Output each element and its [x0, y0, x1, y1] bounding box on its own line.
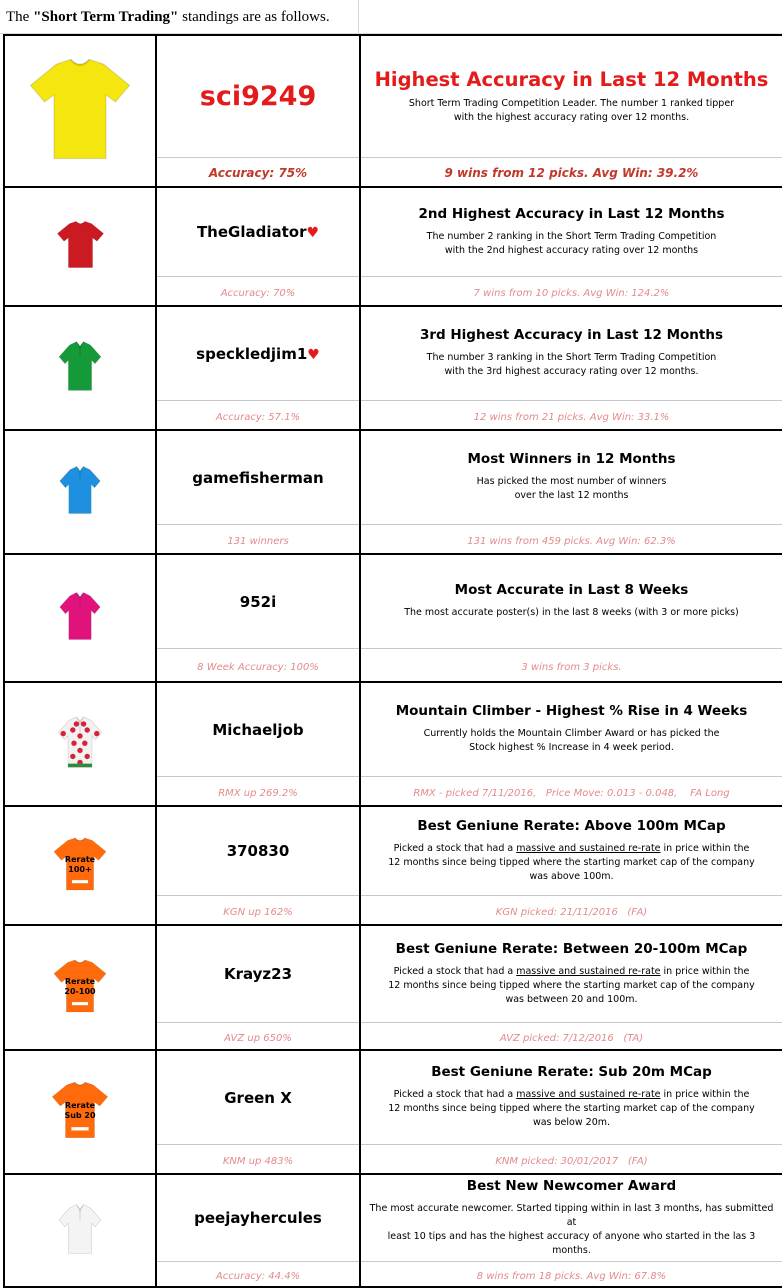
stat-cell: [156, 648, 360, 682]
intro-prefix: The: [6, 9, 34, 25]
standing-row: [4, 306, 782, 400]
member-name-cell: [156, 1174, 360, 1261]
shirt-label: 100+: [68, 864, 92, 874]
stat-text: Accuracy: 44.4%: [215, 1271, 301, 1283]
award-description: The number 3 ranking in the Short Term Trading Competition with the 3rd highest accuracy rating over 12 months.: [426, 352, 717, 378]
member-name-cell: [156, 430, 360, 524]
detail-text: 9 wins from 12 picks. Avg Win: 39.2%: [444, 166, 699, 181]
standings-table: [3, 34, 782, 1288]
member-name[interactable]: 952i: [239, 592, 277, 611]
award-cell: [360, 682, 782, 776]
detail-text: KGN picked: 21/11/2016 (FA): [495, 907, 648, 919]
standing-row: [4, 806, 782, 895]
stat-cell: [156, 895, 360, 925]
detail-text: RMX - picked 7/11/2016, Price Move: 0.013 - 0.048, FA Long: [413, 788, 730, 800]
member-name[interactable]: speckledjim1: [196, 344, 308, 363]
award-cell: [360, 1050, 782, 1144]
detail-text: 3 wins from 3 picks.: [521, 662, 622, 674]
member-name-cell: [156, 1050, 360, 1144]
stat-cell: [156, 776, 360, 806]
shirt-cell: [4, 554, 156, 682]
stat-cell: [156, 1144, 360, 1174]
award-description: Currently holds the Mountain Climber Award or has picked the Stock highest % Increase in 4 week period.: [423, 728, 720, 754]
standing-row: [4, 430, 782, 524]
award-title: Best Geniune Rerate: Above 100m MCap: [417, 817, 726, 834]
shirt-label: Rerate: [64, 976, 96, 986]
stat-text: Accuracy: 57.1%: [215, 412, 301, 424]
stat-text: Accuracy: 75%: [208, 166, 308, 181]
standing-row: [4, 925, 782, 1022]
shirt-label: 20-100: [64, 986, 96, 996]
award-description: Has picked the most number of winners over the last 12 months: [476, 476, 667, 502]
award-description: The number 2 ranking in the Short Term Trading Competition with the 2nd highest accuracy rating over 12 months: [426, 230, 717, 256]
stat-cell: [156, 400, 360, 430]
member-name[interactable]: peejayhercules: [194, 1209, 322, 1228]
detail-text: 8 wins from 18 picks. Avg Win: 67.8%: [476, 1271, 667, 1283]
award-description-text: in price within the 12 months since being tipped where the starting market cap of the company was above 100m.: [388, 842, 755, 882]
detail-cell: [360, 400, 782, 430]
shirt-cell: [4, 1050, 156, 1174]
award-title: Best Geniune Rerate: Between 20-100m MCap: [395, 940, 748, 957]
pink-polo-icon: [52, 588, 108, 644]
shirt-label: Rerate: [64, 854, 96, 864]
member-name[interactable]: 370830: [226, 842, 290, 861]
member-name-cell: [156, 554, 360, 648]
award-description-text: Picked a stock that had a: [393, 842, 517, 854]
detail-cell: [360, 1144, 782, 1174]
member-name[interactable]: sci9249: [199, 80, 317, 112]
award-description-text: in price within the 12 months since being tipped where the starting market cap of the company was below 20m.: [388, 1089, 755, 1129]
award-description-emphasis: massive and sustained re-rate: [516, 842, 661, 854]
award-description: [361, 1088, 782, 1130]
grid-line: [358, 0, 359, 34]
award-description: [361, 842, 782, 884]
award-cell: [360, 187, 782, 276]
award-description: [361, 965, 782, 1007]
member-name-cell: [156, 187, 360, 276]
detail-text: 131 wins from 459 picks. Avg Win: 62.3%: [467, 536, 676, 548]
detail-cell: [360, 276, 782, 306]
shirt-cell: [4, 35, 156, 187]
stat-cell: [156, 1022, 360, 1050]
detail-cell: [360, 1261, 782, 1287]
award-description-emphasis: massive and sustained re-rate: [516, 1089, 661, 1101]
stat-cell: [156, 276, 360, 306]
shirt-cell: [4, 187, 156, 306]
polka-dot-jersey-icon: [50, 712, 110, 772]
stat-cell: [156, 524, 360, 554]
detail-cell: [360, 524, 782, 554]
shirt-cell: [4, 430, 156, 554]
member-name-cell: [156, 682, 360, 776]
intro-bold: "Short Term Trading": [33, 9, 179, 25]
intro-line: [0, 0, 782, 34]
intro-text: [6, 9, 330, 26]
stat-cell: [156, 1261, 360, 1287]
standing-row: [4, 187, 782, 276]
award-description-text: Picked a stock that had a: [393, 1089, 517, 1101]
award-title: Most Winners in 12 Months: [467, 451, 676, 468]
award-title: Highest Accuracy in Last 12 Months: [374, 67, 769, 91]
award-title: Most Accurate in Last 8 Weeks: [454, 582, 689, 599]
detail-text: KNM picked: 30/01/2017 (FA): [495, 1156, 648, 1168]
member-name-cell: [156, 806, 360, 895]
shirt-label: Sub 20: [64, 1110, 96, 1120]
detail-cell: [360, 1022, 782, 1050]
detail-cell: [360, 776, 782, 806]
shirt-cell: [4, 1174, 156, 1287]
award-cell: [360, 35, 782, 157]
award-title: Best New Newcomer Award: [466, 1177, 677, 1194]
award-description: The most accurate newcomer. Started tipping within in last 3 months, has submitted at least 10 tips and has the highest accuracy of anyone who started in the las 3 months.: [369, 1202, 774, 1256]
award-cell: [360, 1174, 782, 1261]
heart-icon: ♥: [307, 346, 320, 363]
award-cell: [360, 430, 782, 524]
red-tshirt-icon: [53, 217, 108, 272]
stat-text: Accuracy: 70%: [220, 288, 296, 300]
award-title: Best Geniune Rerate: Sub 20m MCap: [431, 1064, 712, 1081]
standing-row: [4, 35, 782, 157]
orange-rerate-shirt-icon: [49, 833, 111, 895]
stat-text: 8 Week Accuracy: 100%: [197, 662, 319, 674]
green-polo-icon: [51, 337, 109, 395]
award-cell: [360, 554, 782, 648]
member-name[interactable]: TheGladiator: [196, 223, 307, 242]
stat-text: 131 winners: [227, 536, 289, 548]
stat-text: KNM up 483%: [222, 1156, 294, 1168]
detail-text: AVZ picked: 7/12/2016 (TA): [499, 1033, 644, 1045]
shirt-label: Rerate: [64, 1100, 96, 1110]
detail-cell: [360, 895, 782, 925]
award-description: The most accurate poster(s) in the last 8 weeks (with 3 or more picks): [404, 607, 739, 619]
member-name-cell: [156, 925, 360, 1022]
orange-rerate-shirt-icon: [49, 955, 111, 1017]
detail-text: 12 wins from 21 picks. Avg Win: 33.1%: [473, 412, 670, 424]
shirt-cell: [4, 682, 156, 806]
stat-text: KGN up 162%: [223, 907, 293, 919]
blue-polo-icon: [52, 462, 108, 518]
stat-text: RMX up 269.2%: [218, 788, 298, 800]
shirt-cell: [4, 306, 156, 430]
award-cell: [360, 806, 782, 895]
detail-cell: [360, 648, 782, 682]
award-cell: [360, 925, 782, 1022]
award-description-text: Picked a stock that had a: [393, 965, 517, 977]
standing-row: [4, 554, 782, 648]
shirt-cell: [4, 925, 156, 1050]
award-description-emphasis: massive and sustained re-rate: [516, 965, 661, 977]
award-description: Short Term Trading Competition Leader. The number 1 ranked tipper with the highest accuracy rating over 12 months.: [408, 97, 735, 123]
member-name[interactable]: Green X: [224, 1088, 292, 1107]
stat-cell: [156, 157, 360, 187]
award-description-text: in price within the 12 months since being tipped where the starting market cap of the company was between 20 and 100m.: [388, 965, 755, 1005]
award-cell: [360, 306, 782, 400]
orange-rerate-shirt-icon: [47, 1077, 113, 1143]
standing-row: [4, 1174, 782, 1261]
detail-text: 7 wins from 10 picks. Avg Win: 124.2%: [473, 288, 670, 300]
member-name[interactable]: Michaeljob: [212, 720, 304, 739]
member-name[interactable]: Krayz23: [223, 965, 293, 984]
standing-row: [4, 682, 782, 776]
standing-row: [4, 1050, 782, 1144]
white-polo-icon: [51, 1200, 109, 1258]
intro-suffix: standings are as follows.: [178, 9, 330, 25]
member-name[interactable]: gamefisherman: [192, 468, 324, 487]
detail-cell: [360, 157, 782, 187]
member-name-cell: [156, 306, 360, 400]
award-title: Mountain Climber - Highest % Rise in 4 Weeks: [395, 703, 748, 720]
member-name-cell: [156, 35, 360, 157]
stat-text: AVZ up 650%: [224, 1033, 292, 1045]
heart-icon: ♥: [306, 225, 320, 242]
award-title: 3rd Highest Accuracy in Last 12 Months: [419, 327, 724, 344]
award-title: 2nd Highest Accuracy in Last 12 Months: [418, 205, 725, 222]
yellow-tshirt-icon: [21, 50, 139, 168]
shirt-cell: [4, 806, 156, 925]
